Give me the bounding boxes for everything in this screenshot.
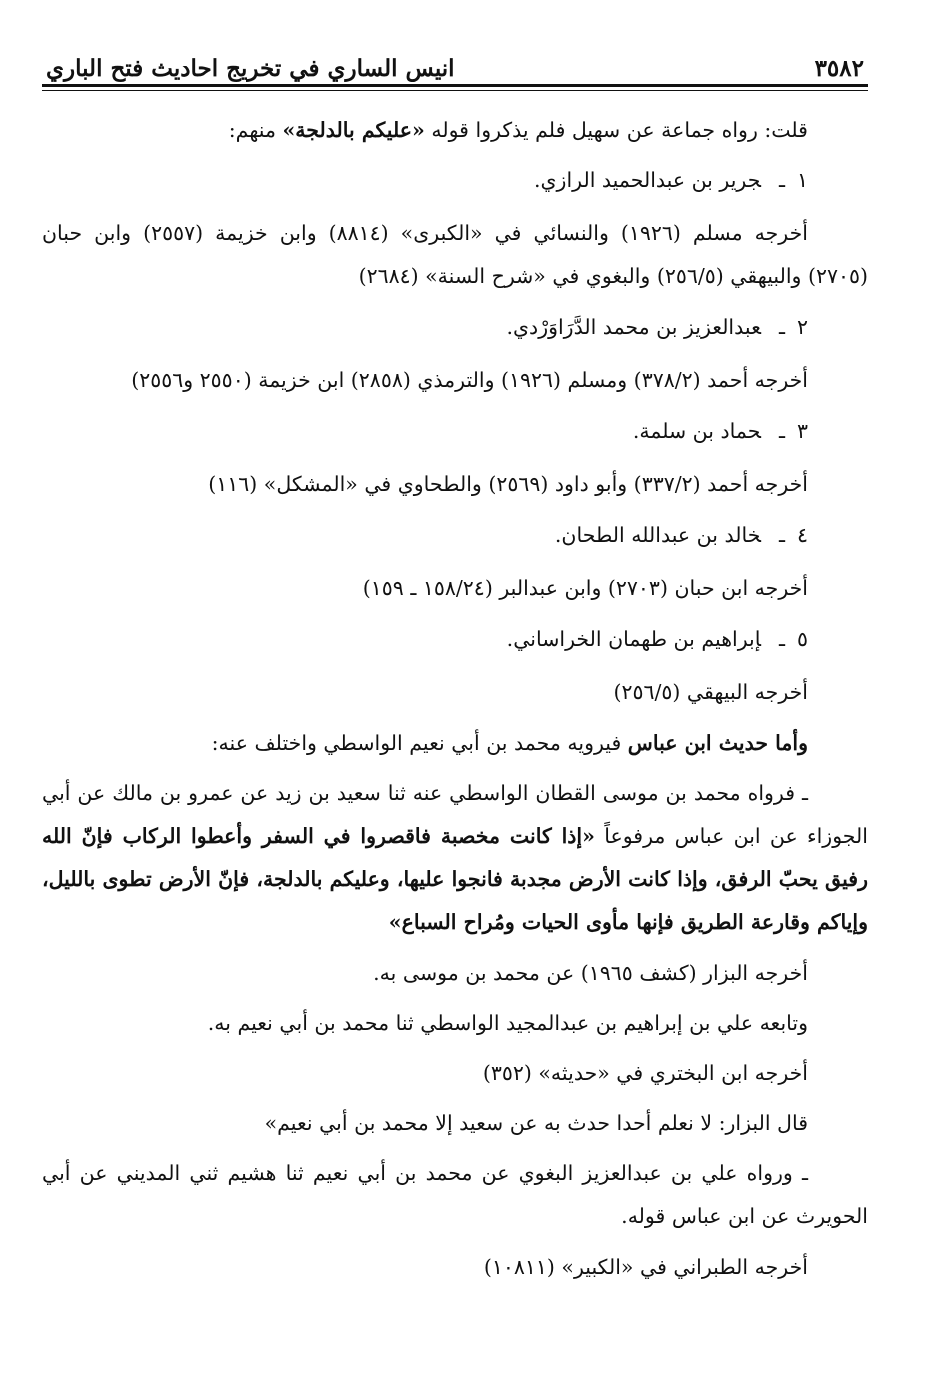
hadith-text: «إذا كانت مخصبة فاقصروا في السفر وأعطوا الركاب فإنّ الله رفيق يحبّ الرفق، وإذا كانت الأرض مجدبة فانجوا عليها، وعليكم بالدلجة، فإنّ الأرض تطوى بالليل، وإياكم وقارعة الطريق فإنها مأوى الحيات ومُراح السباع» bbox=[42, 824, 868, 934]
running-header bbox=[42, 40, 868, 82]
narrator-name: جرير بن عبدالحميد الرازي. bbox=[533, 168, 761, 192]
intro-text: قلت: رواه جماعة عن سهيل فلم يذكروا قوله bbox=[431, 118, 808, 142]
narrator-name: عبدالعزيز بن محمد الدَّرَاوَرْدي. bbox=[506, 315, 761, 339]
narrator-dash: ـ bbox=[778, 315, 785, 339]
page bbox=[42, 40, 868, 1296]
narrator-dash: ـ bbox=[778, 419, 785, 443]
ibn-abbas-heading bbox=[42, 722, 868, 765]
header-rule-thin bbox=[42, 90, 868, 91]
narration-paragraph bbox=[42, 772, 868, 944]
ibn-abbas-rest: فيرويه محمد بن أبي نعيم الواسطي واختلف عنه: bbox=[211, 731, 622, 755]
takhrij-paragraph: أخرجه أحمد (٣٣٧/٢) وأبو داود (٢٥٦٩) والطحاوي في «المشكل» (١١٦) bbox=[208, 472, 808, 496]
narrator-name: حماد بن سلمة. bbox=[632, 419, 761, 443]
narrator-item bbox=[42, 159, 868, 202]
intro-quote: «عليكم بالدلجة» bbox=[282, 118, 425, 142]
text-line: أخرجه البزار (كشف ١٩٦٥) عن محمد بن موسى به. bbox=[373, 961, 808, 985]
narrator-item bbox=[42, 410, 868, 453]
narration-chain: ـ فرواه محمد بن موسى القطان الواسطي عنه ثنا سعيد بن زيد عن عمرو بن مالك عن أبي الجوزاء عن ابن عباس مرفوعاً bbox=[42, 781, 868, 848]
narrator-dash: ـ bbox=[778, 627, 785, 651]
takhrij-paragraph: أخرجه أحمد (٣٧٨/٢) ومسلم (١٩٢٦) والترمذي (٢٨٥٨) ابن خزيمة (٢٥٥٠ و٢٥٥٦) bbox=[131, 368, 808, 392]
narrator-number: ٣ bbox=[796, 419, 808, 443]
intro-paragraph bbox=[42, 109, 868, 152]
narrator-item bbox=[42, 514, 868, 557]
takhrij-paragraph: أخرجه البيهقي (٢٥٦/٥) bbox=[613, 680, 808, 704]
page-body bbox=[42, 109, 868, 1289]
takhrij-paragraph: أخرجه مسلم (١٩٢٦) والنسائي في «الكبرى» (٨٨١٤) وابن خزيمة (٢٥٥٧) وابن حبان (٢٧٠٥) والبيهقي (٢٥٦/٥) والبغوي في «شرح السنة» (٢٦٨٤) bbox=[42, 221, 868, 288]
header-rule-thick bbox=[42, 84, 868, 87]
book-title: انيس الساري في تخريج احاديث فتح الباري bbox=[46, 55, 455, 82]
narrator-item bbox=[42, 618, 868, 661]
intro-end: منهم: bbox=[228, 118, 276, 142]
narrator-dash: ـ bbox=[778, 168, 785, 192]
text-line: أخرجه ابن البختري في «حديثه» (٣٥٢) bbox=[482, 1061, 808, 1085]
narrator-dash: ـ bbox=[778, 523, 785, 547]
text-line: قال البزار: لا نعلم أحدا حدث به عن سعيد إلا محمد بن أبي نعيم» bbox=[264, 1111, 808, 1135]
narrator-item bbox=[42, 306, 868, 349]
narrator-name: إبراهيم بن طهمان الخراساني. bbox=[506, 627, 761, 651]
narrator-number: ٤ bbox=[796, 523, 808, 547]
takhrij-paragraph: أخرجه ابن حبان (٢٧٠٣) وابن عبدالبر (١٥٨/٢٤ ـ ١٥٩) bbox=[362, 576, 808, 600]
page-number: ٣٥٨٢ bbox=[814, 55, 864, 82]
ibn-abbas-bold: وأما حديث ابن عباس bbox=[627, 731, 808, 755]
narrator-name: خالد بن عبدالله الطحان. bbox=[554, 523, 761, 547]
narrator-number: ٢ bbox=[796, 315, 808, 339]
narrator-number: ٥ bbox=[796, 627, 808, 651]
text-line: أخرجه الطبراني في «الكبير» (١٠٨١١) bbox=[483, 1255, 808, 1279]
narration-paragraph: ـ ورواه علي بن عبدالعزيز البغوي عن محمد بن أبي نعيم ثنا هشيم ثني المديني عن أبي الحويرث عن ابن عباس قوله. bbox=[42, 1161, 868, 1228]
narrator-number: ١ bbox=[796, 168, 808, 192]
text-line: وتابعه علي بن إبراهيم بن عبدالمجيد الواسطي ثنا محمد بن أبي نعيم به. bbox=[207, 1011, 808, 1035]
